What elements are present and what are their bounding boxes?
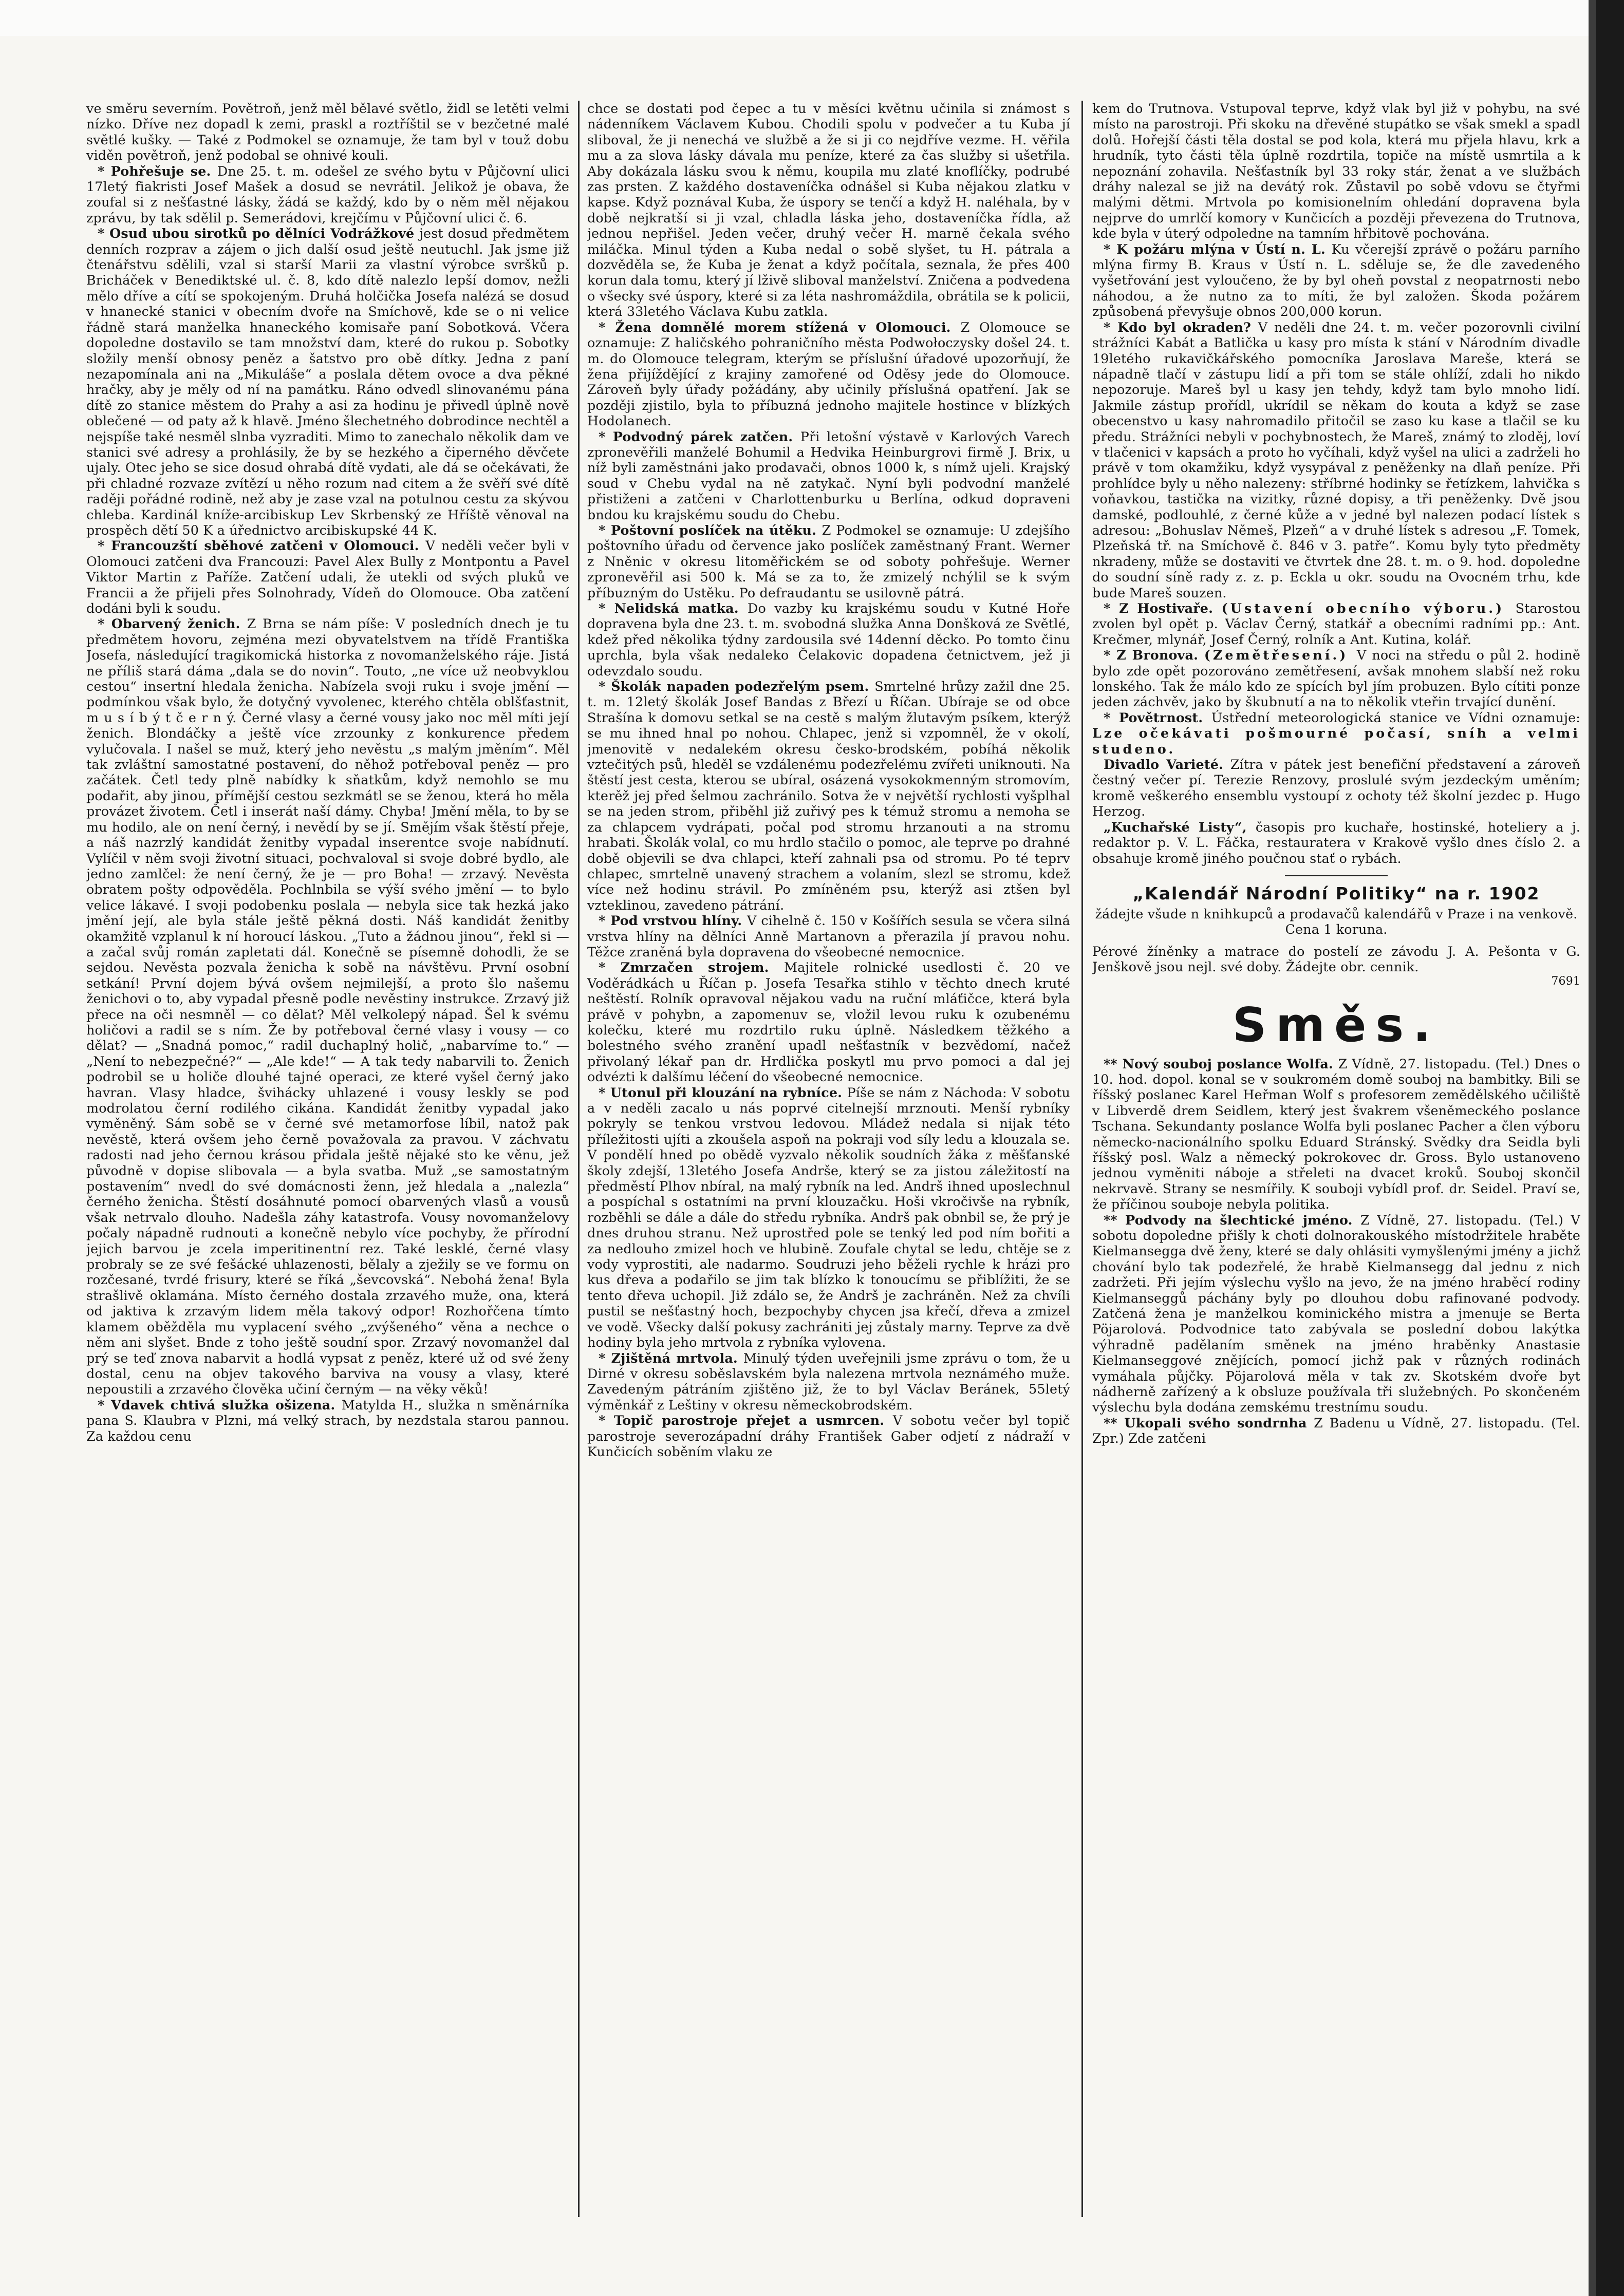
article-body: kem do Trutnova. Vstupoval teprve, když vlak byl již v pohybu, na své místo na parostroji. Při skoku na dřevěné stupátko se však smekl a spadl dolů. Hořejší části těla dostal se pod kola, která mu přjela hlavu, krk a hrudník, tyto části těla úplně rozdrtila, topiče na místě usmrtila a k nepoznání zohavila. Nešťastník byl 33 roky stár, ženat a ve službách dráhy nalezal se již na devátý rok. Zůstavil po sobě vdovu se čtyřmi malými dětmi. Mrtvola po komisionelním ohledání dopravena byla nejprve do umrlčí komory v Kunčicích a později převezena do Trutnova, kde byla v úterý odpoledne na tamním hřbitově pochována. <box>1092 101 1580 241</box>
article-body: Smrtelné hrůzy zažil dne 25. t. m. 12letý školák Josef Bandas z Březí u Říčan. Ubíraje se od obce Strašína k domovu setkal se na cestě s malým žlutavým psíkem, kterýž se mu ihned hnal po nohou. Chlapec, jenž si vzpomněl, že v okolí, jmenovitě v nedalekém okresu česko-brodském, pobíhá několik vztečitých psů, hleděl se vzdálenému podezřelému zvířeti uniknouti. Na štěstí jest cesta, kterou se ubíral, osázená vysokokmenným stromovím, kterěž jej před šelmou zachránilo. Sotva že v největší rychlosti vyšplhal se na jeden strom, přiběhl již zuřivý pes k témuž stromu a nemoha se za chlapcem vydrápati, počal pod stromu hrzanouti a na stromu hrabati. Školák volal, co mu hrdlo stačilo o pomoc, ale teprve po drahné době objevili se dva chlapci, kteří zahnali psa od stromu. Po té teprv chlapec, smrtelně unavený strachem a volaním, slezl se stromu, kdež více než hodinu strávil. Po zmíněném psu, kterýž asi ztšen byl vzteklinou, zavedeno pátrání. <box>587 679 1070 913</box>
article-body: Ku včerejší zprávě o požáru parního mlýna firmy B. Kraus v Ústí n. L. sděluje se, že dle zavedeného vyšetřování jest vyloučeno, že by byl oheň povstal z neopatrnosti nebo náhodou, a že nutno za to míti, že byl založen. Škoda požárem způsobená převyšuje obnos 200,000 korun. <box>1092 241 1580 319</box>
article-headline: * Utonul při klouzání na rybníce. <box>599 1084 847 1100</box>
section-title-smes: Směs. <box>1232 997 1441 1052</box>
article-c2-2 <box>587 429 1070 522</box>
article-c3-7 <box>1092 819 1580 866</box>
article-body: V sobotu večer byl topič parostroje severozápadní dráhy František Gaber odjetí z nádraží v Kunčicích soběním vlaku ze <box>587 1413 1070 1459</box>
article-c2-8 <box>587 1085 1070 1350</box>
article-body: Z Olomouce se oznamuje: Z haličského pohraničního města Podwołoczysky došel 24. t. m. do Olomouce telegram, kterým se příslušní úřadové upozorňují, že žena přijíždějící z krajiny zamořené od Oděsy jede do Olomouce. Zároveň byly úřady požádány, aby učinily příslušná opatření. Jak se později zjistilo, byla to příbuzná jednoho majitele hostince v blízkých Hodolanech. <box>587 319 1070 429</box>
article-headline: * Obarvený ženich. <box>98 616 247 632</box>
smes-articles <box>1092 1056 1580 1446</box>
article-body: Zítra v pátek jest benefiční představení a zároveň čestný večer pí. Terezie Renzovy, proslulé svým jezdeckým uměním; kromě veškerého ensemblu vystoupí z ochoty též školní jezdec p. Hugo Herzog. <box>1092 757 1580 819</box>
advert-body: žádejte všude n knihkupců a prodavačů kalendářů v Praze i na venkově. Cena 1 koruna. <box>1095 906 1578 937</box>
article-c2-5 <box>587 679 1070 913</box>
article-c1-0 <box>86 101 569 163</box>
article-headline: * Zjištěná mrtvola. <box>599 1350 743 1366</box>
article-headline: ** Nový souboj poslance Wolfa. <box>1104 1056 1338 1071</box>
article-subheading: (Ustavení obecního výboru.) <box>1221 600 1516 616</box>
article-c1-4 <box>86 616 569 1397</box>
article-body: chce se dostati pod čepec a tu v měsíci květnu učinila si známost s nádenníkem Václavem Kubou. Chodili spolu v podvečer a tu Kuba jí sliboval, že ji nenechá ve službě a že si ji co nejdříve vezme. H. věřila mu a za slova lásky dávala mu peníze, které za čas služby si ušetřila. Aby dokázala lásku svou k němu, koupila mu zlaté knoflíčky, podrubé zas prsten. Z každého dostaveníčka odnášel si Kuba nějakou zlatku v kapse. Když poznával Kuba, že úspory se tenčí a když H. naléhala, by v době nejkratší si ji vzal, chladla láska jeho, dostaveníčka řídla, až jednou nepřišel. Jeden večer, druhý večer H. marně čekala svého miláčka. Minul týden a Kuba nedal o sobě slyšet, tu H. pátrala a dozvěděla se, že Kuba je ženat a když počítala, seznala, že přes 400 korun dala tomu, který jí lživě sliboval manželství. Zničena a podvedena o všecky své úspory, které si za léta nashromáždila, obrátila se k policii, která 33letého Václava Kubu zatkla. <box>587 101 1070 319</box>
column-divider-2 <box>1081 101 1083 2217</box>
article-headline: ** Podvody na šlechtické jméno. <box>1104 1212 1360 1228</box>
article-headline: * Z Bronova. <box>1104 647 1204 663</box>
article-c2-4 <box>587 600 1070 679</box>
article-headline: * Žena domnělé morem stížená v Olomouci. <box>599 319 961 335</box>
article-c2-1 <box>587 319 1070 429</box>
article-c2-6 <box>587 913 1070 959</box>
column-2 <box>587 101 1070 2217</box>
article-smes-0 <box>1092 1056 1580 1212</box>
advert-headline: „Kalendář Národní Politiky“ na r. 1902 <box>1132 883 1540 904</box>
article-body: V neděli večer byli v Olomouci zatčeni dva Francouzi: Pavel Alex Bully z Montpontu a Pavel Viktor Martin z Paříže. Zatčení udali, že utekli od svých pluků ve Francii a že přijeli přes Solnohrady, Vídeň do Olomouce. Oba zatčení dodáni byli k soudu. <box>86 538 569 616</box>
article-headline: Divadlo Varieté. <box>1104 757 1230 773</box>
article-c3-5 <box>1092 710 1580 757</box>
article-headline: * Vdavek chtivá služka ošizena. <box>98 1397 342 1413</box>
article-body: Dne 25. t. m. odešel ze svého bytu v Půjčovní ulici 17letý fiakristi Josef Mašek a dosud se nevrátil. Jelikož je obava, že zoufal si z nešťastné lásky, žádá se každý, kdo by o něm měl nějakou zprávu, by tak sdělil p. Semerádovi, krejčímu v Půjčovní ulici č. 6. <box>86 163 569 225</box>
article-c2-3 <box>587 522 1070 600</box>
article-headline: „Kuchařské Listy“, <box>1104 819 1256 835</box>
article-headline: * Zmrzačen strojem. <box>599 959 784 975</box>
article-headline: * Kdo byl okraden? <box>1104 319 1258 335</box>
article-body: Z Badenu u Vídně, 27. listopadu. (Tel. Zpr.) Zde zatčeni <box>1092 1415 1580 1446</box>
article-headline: * Pod vrstvou hlíny. <box>599 913 747 929</box>
article-body: V cihelně č. 150 v Košířích sesula se včera silná vrstva hlíny na dělníci Anně Martanovn a přerazila jí pravou nohu. Těžce zraněná byla dopravena do všeobecné nemocnice. <box>587 913 1070 959</box>
article-c3-6 <box>1092 757 1580 819</box>
article-c2-10 <box>587 1413 1070 1459</box>
article-smes-1 <box>1092 1212 1580 1415</box>
article-headline: * Školák napaden podezřelým psem. <box>599 679 875 694</box>
article-headline: * Topič parostroje přejet a usmrcen. <box>599 1413 893 1428</box>
article-smes-2 <box>1092 1415 1580 1446</box>
article-headline: ** Ukopali svého sondrnha <box>1104 1415 1314 1431</box>
article-headline: * Nelidská matka. <box>599 600 748 616</box>
advert-mattress: Pérové žíněnky a matrace do postelí ze závodu J. A. Pešonta v G. Jenškově jsou nejl. své doby. Žádejte obr. cennik. <box>1092 943 1580 975</box>
newspaper-page <box>86 101 1582 2217</box>
article-body: Píše se nám z Náchoda: V sobotu a v neděli zacalo u nás poprvé citelnejší mrznouti. Menší rybníky pokryly se tenkou vrstvou ledovou. Mládež nedala si nijak této příležitosti ujíti a zkoušela aspoň na pokraji vod síly ledu a klouzala se. V pondělí hned po obědě vyzvalo několik soudních žáka z měšťanské školy zdejší, 13letého Josefa Andrše, který se za jistou záležitostí na předměstí Plhov nbíral, na malý rybník na led. Andrš ihned uposlechnul a pospíchal s ostatními na první klouzačku. Hoši vkročivše na rybník, rozběhli se dále a dále do středu rybníka. Andrš pak obnbil se, že prý je dnes druhou stranu. Než uprostřed pole se tenký led pod ním bořiti a za nedlouho zmizel hoch ve hlubině. Zoufale chytal se ledu, chtěje se z vody vyprostiti, ale nadarmo. Soudruzi jeho běželi rychle k hrázi pro kus dřeva a podařilo se jim tak blízko k tonoucímu se přiblížiti, že se tento dřeva uchopil. Již zdálo se, že Andrš je zachráněn. Než za chvíli pustil se nešťastný hoch, bezpochyby chycen jsa křečí, dřeva a zmizel ve vodě. Všecky další pokusy zachrániti jej zůstaly marny. Teprve za dvě hodiny byla jeho mrtvola z rybníka vylovena. <box>587 1084 1070 1350</box>
article-body: Majitele rolnické usedlosti č. 20 ve Voděrádkách u Říčan p. Josefa Tesařka stihlo v těchto dnech kruté neštěstí. Rolník opravoval nějakou vadu na ruční mláťičce, která byla právě v pohybn, a zapomenuv se, vložil levou ruku k ozubenému kolečku, které mu rozdrtilo ruku úplně. Následkem těžkého a bolestného svého zranění upadl nešťastník v bezvědomí, načež přivolaný lékař pan dr. Hrdlička poskytl mu prvo pomoci a dal jej odvézti k dalšímu léčení do všeobecné nemocnice. <box>587 959 1070 1085</box>
article-body: Starostou zvolen byl opět p. Václav Černý, statkář a obecními radními pp.: Ant. Krečmer, mlynář, Josef Černý, rolník a Ant. Kutina, kolář. <box>1092 600 1580 647</box>
scan-right-shadow <box>1589 0 1596 2296</box>
article-headline: * Francouzští sběhové zatčeni v Olomouci. <box>98 538 426 554</box>
article-body: Ústřední meteorologická stanice ve Vídni oznamuje: <box>1211 709 1580 725</box>
article-c1-2 <box>86 225 569 538</box>
article-body: Do vazby ku krajskému soudu v Kutné Hoře dopravena byla dne 23. t. m. svobodná služka Anna Donšková ze Světlé, kdež před několika týdny zardousila své 14denní děcko. Po tomto činu uprchla, byla však nedaleko Čelakovic dopadena četnictvem, jež ji odevzdalo soudu. <box>587 600 1070 679</box>
advert-separator <box>1285 875 1388 876</box>
article-body: jest dosud předmětem denních rozprav a zájem o jich další osud ještě neutuchl. Jak jsme již čtenářstvu sdělili, vzal si starší Marii za vlastní výrobce svršků p. Bricháček v Benediktské ul. č. 8, kdo dítě nalezlo lepší domov, nežli mělo dříve a cítí se spokojeným. Druhá holčička Josefa nalézá se dosud v hnanecké stanici v obecním dvoře na Smíchově, kde se o ni velice řádně stará manželka hnaneckého komisaře paní Sobotková. Včera dopoledne dostavilo se tam množství dam, které do rukou p. Sobotky složily menší obnosy peněz a šatstvo pro obě dítky. Jedna z paní nezapomínala ani na „Mikuláše“ a poslala dětem ovoce a dva pěkné hračky, aby je měly od ní na památku. Ráno odvedl slinovanému pána dítě zo stanice městem do Prahy a asi za hodinu je přivedl úplně nově oblečené — od paty až k hlavě. Jméno šlechetného dobrodince nechtěl a nejspíše také nesměl slnba vyzraditi. Mimo to zanechalo několik dam ve stanici své adresy a prohlásily, že by se hezkého a čiperného děvčete ujaly. Otec jeho se sice dosud ohrabá dítě vydati, ale dá se očekávati, že při chladné rozvaze zvítězí u něho rozum nad citem a že svěří své dítě raději pořádné rodině, než aby je zase vzal na potulnou cestu za skývou chleba. Kardinál kníže-arcibiskup Lev Skrbenský ze Hříště věnoval na prospěch dětí 50 K a úřednictvo arcibiskupské 44 K. <box>86 225 569 538</box>
article-body: Z Vídně, 27. listopadu. (Tel.) V sobotu dopoledne přišly k choti dolnorakouského místodržitele hraběte Kielmansegga dvě ženy, které se daly ohlásiti vymyšlenými jmény a jichž chování bylo tak podezřelé, že hrabě Kielmansegg dal jednu z nich zadržeti. Při jejím výslechu vyšlo na jevo, že na jméno hraběcí rodiny Kielmanseggů páchány byly po dlouhou dobu rafinované podvody. Zatčená žena je manželkou kominického mistra a jmenuje se Berta Pöjarolová. Podvodnice tato zabývala se poslední dobou lakýtka výhradně padělaním směnek na jméno hraběnky Anastasie Kielmanseggové znějících, pomocí jichž pak v různých rodinách vymáhala půjčky. Pöjarolová měla v tak zv. Skotském dvoře byt nádherně zařízený a k obsluze používala tři služebných. Po skončeném výslechu byla dodána zemskému trestnímu soudu. <box>1092 1212 1580 1415</box>
article-headline: * Poštovní poslíček na útěku. <box>599 522 822 538</box>
article-body: Minulý týden uveřejnili jsme zprávu o tom, že u Dirné v okresu soběslavském byla nalezena mrtvola neznámého muže. Zavedeným pátráním zjištěno již, že to byl Václav Beránek, 55letý výměnkář z Leštiny v okresu německobrodském. <box>587 1350 1070 1413</box>
article-c1-1 <box>86 163 569 226</box>
article-c2-7 <box>587 959 1070 1084</box>
article-body: Z Vídně, 27. listopadu. (Tel.) Dnes o 10. hod. dopol. konal se v soukromém domě souboj na bambitky. Bili se říšský poslanec Karel Heřman Wolf s profesorem zemědělského učiliště v Libverdě drem Seidlem, který jest švakrem všeněmeckého poslance Tschana. Sekundanty poslance Wolfa byli poslanec Pacher a člen výboru německo-nacionálního spolku Eduard Stránský. Svědky dra Seidla byli říšský posl. Walz a německý pokrokovec dr. Gross. Bylo ustanoveno jednou vyměniti náboje a střeleti na dvacet kroků. Souboj skončil nekrvavě. Strany se nesmířily. K souboji vybídl prof. dr. Seidel. Praví se, že příčinou souboje nebyla politika. <box>1092 1056 1580 1212</box>
article-headline: * Povětrnost. <box>1104 709 1211 725</box>
article-headline: * Z Hostivaře. <box>1104 600 1222 616</box>
article-headline: * Pohřešuje se. <box>98 163 217 179</box>
article-emphasis: Lze očekávati pošmourné počasí, sníh a velmi studeno. <box>1092 725 1580 757</box>
article-c3-3 <box>1092 600 1580 647</box>
article-body: Matylda H., služka n směnárníka pana S. Klaubra v Plzni, má velký strach, by nezdstala starou pannou. Za každou cenu <box>86 1397 569 1444</box>
article-headline: * Podvodný párek zatčen. <box>599 428 800 444</box>
article-subheading: (Zemětřesení.) <box>1204 647 1357 663</box>
article-c2-9 <box>587 1350 1070 1413</box>
article-c3-0 <box>1092 101 1580 241</box>
article-body: ve směru severním. Povětroň, jenž měl bělavé světlo, židl se letěti velmi nízko. Dříve nez dopadl k zemi, praskl a roztříštil se v bezčetné malé světlé kušky. — Také z Podmokel se oznamuje, že tam byl v touž dobu viděn povětroň, jenž podobal se ohnivé kouli. <box>86 101 569 163</box>
column-3 <box>1092 101 1580 2217</box>
article-body: V neděli dne 24. t. m. večer pozorovnli civilní strážníci Kabát a Batlička u kasy pro místa k stání v Národním divadle 19letého rukavičkářského pomocníka Jaroslava Mareše, která se nápadně tlačí v zástupu lidí a při tom se stále ohlíží, zdali ho nikdo nepozoruje. Mareš byl u kasy jen tehdy, když tam bylo mnoho lidí. Jakmile zástup prořídl, ukrídil se někam do kouta a když se zase obecenstvo u kasy nahromadilo přitočil se zaso ku kase a tlačil se ku předu. Strážníci nebyli v pochybnostech, že Mareš, známý to zloděj, loví v tlačenici v kapsách a proto ho vyčíhali, když vyšel na ulici a zadrželi ho právě v tom okamžiku, když vysypával z peněženky na dlaň peníze. Při prohlídce byly u něho nalezeny: stříbrné hodinky se řetízkem, lahvička s voňavkou, tastička na vizitky, různé dopisy, a tři peněženky. Dvě jsou damské, podlouhlé, z černé kůže a v jedné byl nalezen podací lístek s adresou: „Bohuslav Němeš, Plzeň“ a v druhé lístek s adresou „F. Tomek, Plzeňská tř. na Smíchově č. 846 v 3. patře“. Komu byly tyto předměty nkradeny, může se dostaviti ve čtvrtek dne 28. t. m. o 9. hod. dopoledne do soudní síně rady z. z. p. Eckla u okr. soudu na Ovocném trhu, kde bude Mareš souzen. <box>1092 319 1580 600</box>
scan-top-margin <box>0 0 1624 36</box>
article-headline: * Osud ubou sirotků po dělníci Vodrážkové <box>98 225 420 241</box>
article-c3-1 <box>1092 241 1580 319</box>
article-c1-3 <box>86 538 569 616</box>
article-body: Z Brna se nám píše: V posledních dnech je tu předmětem hovoru, zejména mezi obyvatelstvem na třídě Františka Josefa, následující tragikomická historka z novomanželského ráje. Jistá ne příliš stará dáma „dala se do novin“. Touto, „ne více už neobvyklou cestou“ insertní hledala ženicha. Nabízela svoji ruku i svoje jmění — podmínkou však bylo, že dotyčný vyvolenec, kterého chtěla oblšťastnit, m u s í b ý t č e r n ý. Černé vlasy a černé vousy jako noc měl míti její ženich. Blondáčky a ještě více zrzounky z konkurence předem vylučovala. I našel se muž, který jeho nevěstu „s malým jměním“. Měl tak zvláštní samostatné postavení, do něhož potřeboval peněz — pro začátek. Četl tedy plně nabídky k sňatkům, když nemohlo se mu podařit, aby jinou, přímější cestou sezkmátl se se ženou, která ho měla provázet životem. Četl i inserát naší dámy. Chyba! Jmění měla, to by se mu hodilo, ale on není černý, i nevědí by se jí. Smějím však štěstí přeje, a náš nazrzlý kandidát ženitby vypadal inserentce svoje nabídnutí. Vylíčil v něm svoji životní situaci, pochvaloval si svoje dobré bydlo, ale jedno zamlčel: že není černý, že je — pro Boha! — zrzavý. Nevěsta obratem pošty odpověděla. Pochlnbila se výší svého jmění — to bylo velice lákavé. I svoji podobenku poslala — nebyla sice tak hezká jako jmění její, ale byla stále ještě pěkná dosti. Náš kandidát ženitby okamžitě vzplanul k ní horoucí láskou. „Tuto a žádnou jinou“, řekl si — a začal svůj román zapletati dál. Konečně se písemně dohodli, že se sejdou. Nevěsta pozvala ženicha k sobě na návštěvu. První osobní setkání! První dojem bývá ovšem nejmilejší, a proto šlo našemu ženichovi o to, aby vypadal přesně podle nevěstiny instrukce. Zrzavý již přece na oči nesmněl — co dělat? Měl velkolepý nápad. Šel k svému holičovi a radil se s ním. Že by potřeboval černé vlasy i vousy — co dělat? — „Snadná pomoc,“ radil duchaplný holič, „nabarvíme to.“ — „Není to nebezpečné?“ — „Ale kde!“ — A tak tedy nabarvili to. Ženich podrobil se u holiče dlouhé tajné operaci, ze které vyšel černý jako havran. Vlasy hladce, švihácky uhlazené i vousy leskly se pod modrolatou černí rodilého cikána. Kandidát ženitby vypadal jako vyměněný. Sám sobě se v černé své metamorfose líbil, natož pak nevěstě, která ovšem jeho černě považovala za pravou. V záchvatu radosti nad jeho černou krásou přidala ještě nějaké sto ke věnu, jež původně v dopise slibovala — a byla svatba. Muž „se samostatným postavením“ nvedl do své domácnosti ženn, jež hledala a „nalezla“ černého ženicha. Štěstí dosáhnuté pomocí obarvených vlasů a vousů však netrvalo dlouho. Nadešla záhy katastrofa. Vousy novomanželovy počaly nápadně rudnouti a konečně nebylo více pochyby, že přírodní jejich barvou je zcela imperitinentní rez. Také lesklé, černé vlasy probraly se ze své fešácké uhlazenosti, bělaly a zježily se ve formu on rozčesané, tvrdé frisury, které se říká „ševcovská“. Nebohá žena! Byla strašlivě oklamána. Místo černého dostala zrzavého muže, ona, která od jaktiva k zrzavým lidem měla takový odpor! Rozhořčena tímto klamem oběžděla mu vyplacení svého „zvýšeného“ věna a nechce o něm ani slyšet. Bnde z toho ještě soudní spor. Zrzavý novomanžel dal prý se teď znova nabarvit a hodlá vypsat z peněz, které už od své ženy dostal, cenu na objev takového barviva na vousy a vlasy, které nepoustili a zrzavého člověka učiní černým — na věky věků! <box>86 616 569 1397</box>
column-3-news <box>1092 101 1580 866</box>
article-body: V noci na středu o půl 2. hodině bylo zde opět pozorováno zemětřesení, avšak mnohem slabší než roku lonského. Tak že málo kdo ze spících byl jím probuzen. Bylo cítiti ponze jeden záchvěv, jako by škubnutí a na to několik vteřin trvající dunění. <box>1092 647 1580 710</box>
article-headline: * K požáru mlýna v Ústí n. L. <box>1104 241 1332 257</box>
article-body: Z Podmokel se oznamuje: U zdejšího poštovního úřadu od července jako poslíček zaměstnaný Frant. Werner z Nněnic v okresu litoměřickém se od soboty pohřešuje. Werner zpronevěřil asi 500 k. Má se za to, že zmizelý nchýlil se k svým příbuzným do Ustěku. Po defraudantu se usilovně pátrá. <box>587 522 1070 600</box>
article-body: Při letošní výstavě v Karlových Varech zpronevěřili manželé Bohumil a Hedvika Heinburgrovi firmě J. Brix, u níž byli zaměstnáni jako prodavači, obnos 1000 k, s nímž ujeli. Krajský soud v Chebu vydal na ně zatykač. Nyní byli podvodní manželé přistiženi a zatčeni v Charlottenburku u Berlína, odkud dopraveni bndou ku krajskému soudu do Chebu. <box>587 428 1070 522</box>
scan-right-edge <box>1596 0 1624 2296</box>
article-c3-4 <box>1092 647 1580 710</box>
article-c3-2 <box>1092 319 1580 600</box>
column-divider-1 <box>578 101 580 2217</box>
article-c2-0 <box>587 101 1070 319</box>
article-c1-5 <box>86 1397 569 1444</box>
column-1 <box>86 101 569 2217</box>
article-body: časopis pro kuchaře, hostinské, hoteliery a j. redaktor p. V. L. Fáčka, restauratera v Krakově vyšlo dnes číslo 2. a obsahuje kromě jiného poučnou stať o rybách. <box>1092 819 1580 866</box>
advert-number: 7691 <box>1551 974 1580 988</box>
